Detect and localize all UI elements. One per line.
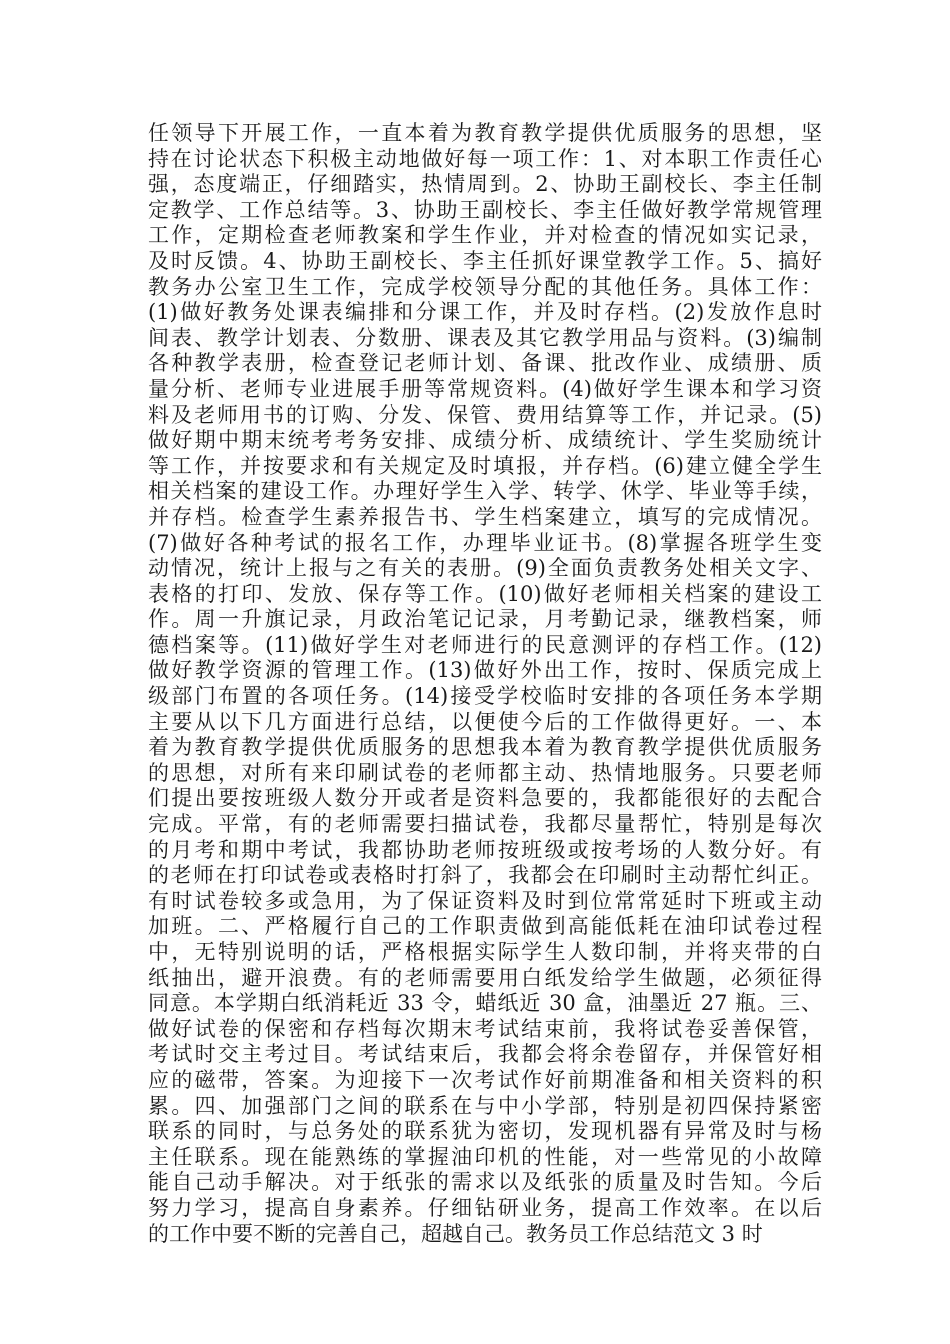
text-line: 料及老师用书的订购、分发、保管、费用结算等工作，并记录。(5) [148, 402, 822, 427]
text-line: 做好教学资源的管理工作。(13)做好外出工作，按时、保质完成上 [148, 658, 822, 683]
text-line: 的老师在打印试卷或表格时打斜了，我都会在印刷时主动帮忙纠正。 [148, 863, 822, 888]
text-line: 相关档案的建设工作。办理好学生入学、转学、休学、毕业等手续， [148, 479, 822, 504]
text-line: 的工作中要不断的完善自己，超越自己。教务员工作总结范文 3 时 [148, 1221, 763, 1246]
text-line: 持在讨论状态下积极主动地做好每一项工作：1、对本职工作责任心 [148, 146, 822, 171]
text-line: 能自己动手解决。对于纸张的需求以及纸张的质量及时告知。今后 [148, 1170, 822, 1195]
text-line: 主任联系。现在能熟练的掌握油印机的性能，对一些常见的小故障 [148, 1144, 822, 1169]
text-line: 考试时交主考过目。考试结束后，我都会将余卷留存，并保管好相 [148, 1042, 822, 1067]
text-line: 并存档。检查学生素养报告书、学生档案建立，填写的完成情况。 [148, 504, 822, 529]
text-line: 德档案等。(11)做好学生对老师进行的民意测评的存档工作。(12) [148, 632, 822, 657]
text-line: 做好试卷的保密和存档每次期末考试结束前，我将试卷妥善保管， [148, 1016, 822, 1041]
text-line: 累。四、加强部门之间的联系在与中小学部，特别是初四保持紧密 [148, 1093, 822, 1118]
text-line: 工作，定期检查老师教案和学生作业，并对检查的情况如实记录， [148, 223, 822, 248]
text-line: 间表、教学计划表、分数册、课表及其它教学用品与资料。(3)编制 [148, 325, 822, 350]
text-line: 努力学习，提高自身素养。仔细钻研业务，提高工作效率。在以后 [148, 1195, 822, 1220]
text-line: 的思想，对所有来印刷试卷的老师都主动、热情地服务。只要老师 [148, 760, 822, 785]
text-line: 纸抽出，避开浪费。有的老师需要用白纸发给学生做题，必须征得 [148, 965, 822, 990]
text-line: 着为教育教学提供优质服务的思想我本着为教育教学提供优质服务 [148, 735, 822, 760]
text-line: 同意。本学期白纸消耗近 33 令，蜡纸近 30 盒，油墨近 27 瓶。三、 [148, 991, 822, 1016]
text-line: 应的磁带，答案。为迎接下一次考试作好前期准备和相关资料的积 [148, 1067, 822, 1092]
text-line: 级部门布置的各项任务。(14)接受学校临时安排的各项任务本学期 [148, 684, 822, 709]
text-line: 动情况，统计上报与之有关的表册。(9)全面负责教务处相关文字、 [148, 556, 822, 581]
text-line: 做好期中期末统考考务安排、成绩分析、成绩统计、学生奖励统计 [148, 428, 822, 453]
text-line: 的月考和期中考试，我都协助老师按班级或按考场的人数分好。有 [148, 837, 822, 862]
text-line: 主要从以下几方面进行总结，以便使今后的工作做得更好。一、本 [148, 709, 822, 734]
text-line: 任领导下开展工作，一直本着为教育教学提供优质服务的思想，坚 [148, 121, 822, 145]
text-line: 及时反馈。4、协助王副校长、李主任抓好课堂教学工作。5、搞好 [148, 248, 822, 273]
text-line: 加班。二、严格履行自己的工作职责做到高能低耗在油印试卷过程 [148, 914, 822, 939]
text-line: 们提出要按班级人数分开或者是资料急要的，我都能很好的去配合 [148, 786, 822, 811]
text-line: 完成。平常，有的老师需要扫描试卷，我都尽量帮忙，特别是每次 [148, 812, 822, 837]
text-line: 强，态度端正，仔细踏实，热情周到。2、协助王副校长、李主任制 [148, 172, 822, 197]
text-line: 量分析、老师专业进展手册等常规资料。(4)做好学生课本和学习资 [148, 376, 822, 401]
text-line: 作。周一升旗记录，月政治笔记记录，月考勤记录，继教档案，师 [148, 607, 822, 632]
text-line: (7)做好各种考试的报名工作，办理毕业证书。(8)掌握各班学生变 [148, 530, 822, 555]
text-line: 教务办公室卫生工作，完成学校领导分配的其他任务。具体工作： [148, 274, 822, 299]
text-line: 定教学、工作总结等。3、协助王副校长、李主任做好教学常规管理 [148, 197, 822, 222]
body-text [148, 121, 822, 1247]
text-line: 联系的同时，与总务处的联系犹为密切，发现机器有异常及时与杨 [148, 1119, 822, 1144]
text-line: 等工作，并按要求和有关规定及时填报，并存档。(6)建立健全学生 [148, 453, 822, 478]
text-line: 表格的打印、发放、保存等工作。(10)做好老师相关档案的建设工 [148, 581, 822, 606]
text-line: 中，无特别说明的话，严格根据实际学生人数印制，并将夹带的白 [148, 940, 822, 964]
text-line: 有时试卷较多或急用，为了保证资料及时到位常常延时下班或主动 [148, 888, 822, 913]
text-line: 各种教学表册，检查登记老师计划、备课、批改作业、成绩册、质 [148, 351, 822, 376]
text-line: (1)做好教务处课表编排和分课工作，并及时存档。(2)发放作息时 [148, 300, 822, 325]
